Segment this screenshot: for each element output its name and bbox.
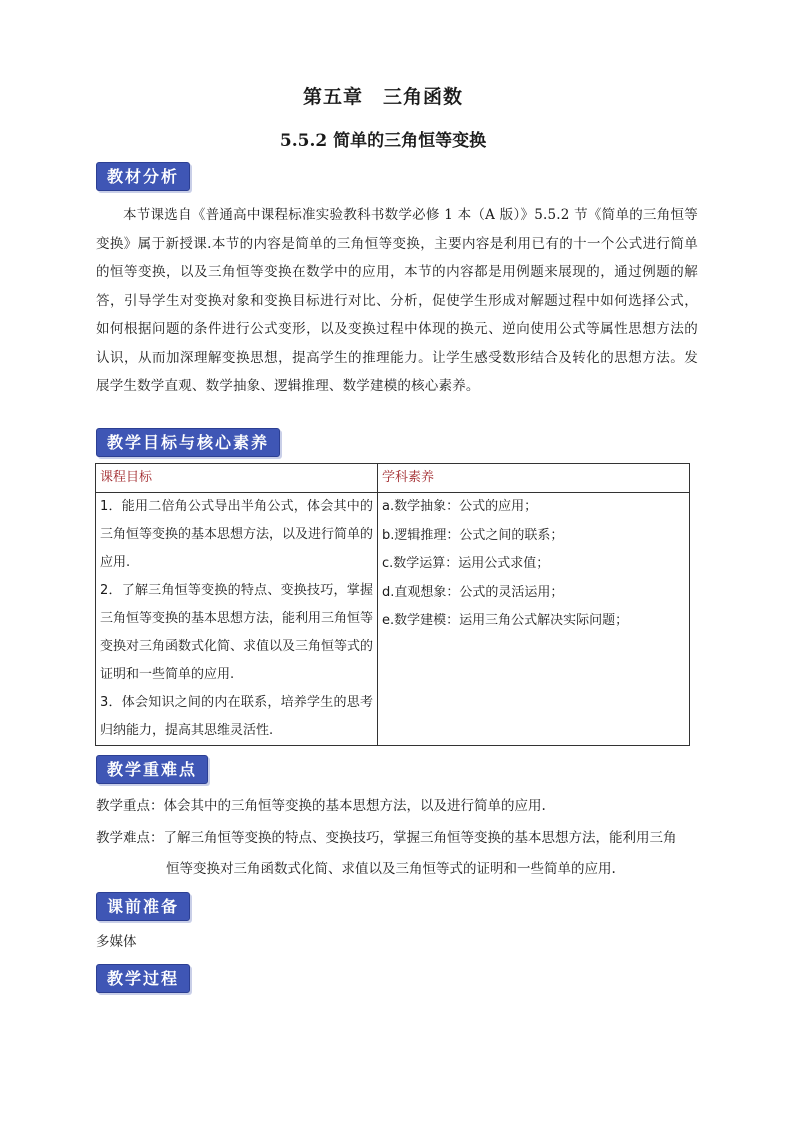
difficulty-line bbox=[96, 824, 698, 852]
section-title: 5.5.2 简单的三角恒等变换 bbox=[279, 131, 487, 151]
table-row bbox=[96, 493, 690, 746]
literacy-item: c.数学运算：运用公式求值； bbox=[382, 556, 550, 571]
badge-process: 教学过程 bbox=[96, 964, 190, 993]
goal-item: 2．了解三角恒等变换的特点、变换技巧，掌握三角恒等变换的基本思想方法，能利用三角恒等变换对三角函数式化简、求值以及三角恒等式的证明和一些简单的应用. bbox=[100, 583, 374, 682]
literacy-item: d.直观想象：公式的灵活运用； bbox=[382, 584, 564, 600]
literacy-item: a.数学抽象：公式的应用； bbox=[382, 499, 538, 514]
literacy-item: e.数学建模：运用三角公式解决实际问题； bbox=[382, 613, 629, 628]
goal-item: 1．能用二倍角公式导出半角公式，体会其中的三角恒等变换的基本思想方法，以及进行简单的应用. bbox=[100, 499, 374, 570]
badge-preparation: 课前准备 bbox=[96, 892, 190, 921]
difficulty-text-line1: 了解三角恒等变换的特点、变换技巧，掌握三角恒等变换的基本思想方法，能利用三角 bbox=[163, 830, 677, 846]
preparation-text: 多媒体 bbox=[96, 934, 137, 950]
goal-column-header: 课程目标 bbox=[96, 464, 378, 493]
literacy-item: b.逻辑推理：公式之间的联系； bbox=[382, 527, 564, 543]
difficulty-line-continued: 恒等变换对三角函数式化简、求值以及三角恒等式的证明和一些简单的应用. bbox=[166, 861, 616, 877]
analysis-paragraph: 本节课选自《普通高中课程标准实验教科书数学必修 1 本（A 版）》5.5.2 节《简单的三角恒等变换》属于新授课.本节的内容是简单的三角恒等变换，主要内容是利用已有的十一个公式进行简单的恒等变换，以及三角恒等变换在数学中的应用，本节的内容都是用例题来展现的，通过例题的解答，引导学生对变换对象和变换目标进行对比、分析，促使学生形成对解题过程中如何选择公式，如何根据问题的条件进行公式变形，以及变换过程中体现的换元、逆向使用公式等属性思想方法的认识，从而加深理解变换思想，提高学生的推理能力。让学生感受数形结合及转化的思想方法。发展学生数学直观、数学抽象、逻辑推理、数学建模的核心素养。 bbox=[96, 207, 698, 394]
difficulty-label: 教学难点： bbox=[96, 830, 164, 846]
goal-item: 3．体会知识之间的内在联系，培养学生的思考归纳能力，提高其思维灵活性. bbox=[100, 695, 373, 738]
badge-key-points: 教学重难点 bbox=[96, 755, 208, 784]
focus-label: 教学重点： bbox=[96, 798, 164, 814]
focus-text: 体会其中的三角恒等变换的基本思想方法，以及进行简单的应用. bbox=[163, 798, 546, 814]
focus-line bbox=[96, 792, 698, 820]
badge-objectives: 教学目标与核心素养 bbox=[96, 428, 280, 457]
table-header-row bbox=[96, 464, 690, 493]
literacy-column-header: 学科素养 bbox=[378, 464, 690, 493]
objectives-table bbox=[95, 463, 690, 746]
badge-analysis: 教材分析 bbox=[96, 162, 190, 191]
chapter-title: 第五章 三角函数 bbox=[302, 86, 463, 108]
literacy-cell bbox=[378, 493, 690, 746]
goal-cell bbox=[96, 493, 378, 746]
